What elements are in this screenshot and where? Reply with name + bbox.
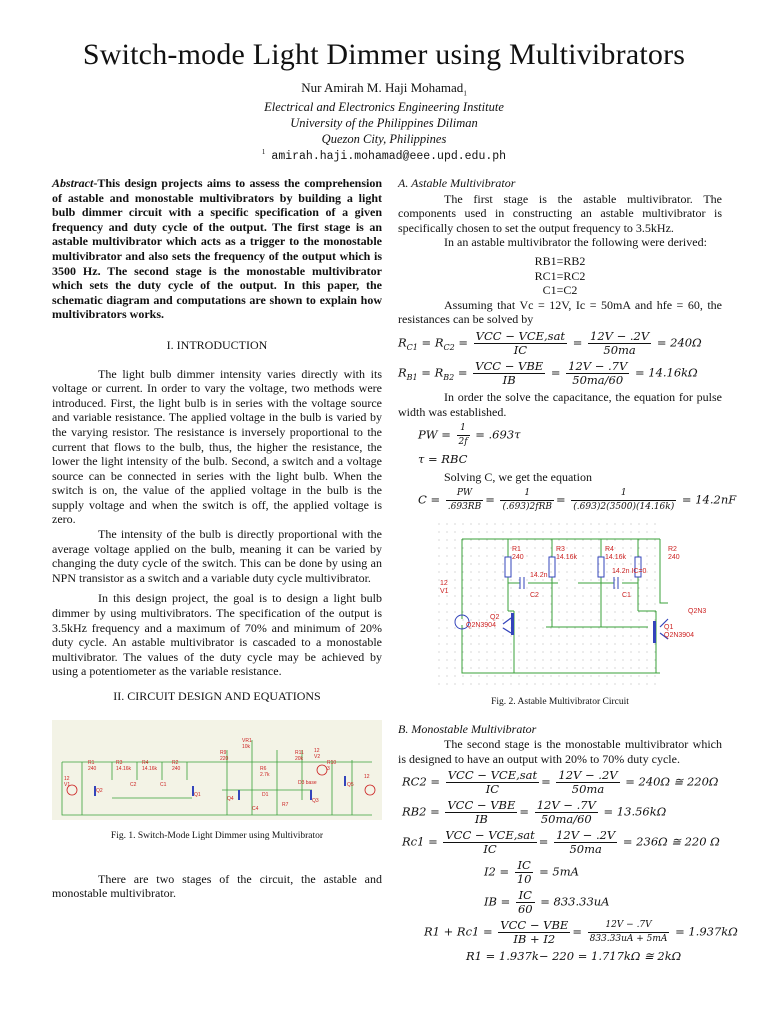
svg-text:12: 12	[364, 773, 370, 780]
relation-c: C1=C2	[542, 283, 578, 298]
equation-rc: $R_{C1} = R_{C2}$ = $\frac{\text{VCC − VCE,sat}}{IC}$ = $\frac{12V - .2V}{50ma}$ = 240Ω	[398, 328, 702, 357]
fig2-q1-model: Q2N3904	[664, 632, 694, 640]
svg-text:R11: R11	[295, 749, 304, 756]
figure-2-schematic	[398, 523, 722, 685]
equation-ib	[484, 889, 722, 916]
e3-result: = 236Ω ≅ 220 Ω	[622, 834, 720, 849]
equation-r1: R1 = 1.937k− 220 = 1.717kΩ ≅ 2kΩ	[466, 949, 682, 964]
e2-lhs: RB2 =	[402, 804, 440, 819]
eq-c-d2: (.693)2fRB	[502, 502, 552, 513]
fig2-r2: R2	[668, 546, 677, 554]
svg-text:C2: C2	[130, 781, 137, 788]
svg-text:R4: R4	[142, 759, 149, 766]
e3-num2: 12V − .2V	[556, 828, 616, 843]
e1-result: = 240Ω ≅ 220Ω	[625, 774, 719, 789]
e4-den: 10	[516, 872, 532, 887]
eq-rc-den: IC	[513, 342, 528, 357]
e6-den: IB + I2	[513, 932, 556, 947]
eq-c-n3: 1	[571, 487, 676, 501]
svg-text:R10: R10	[327, 759, 337, 766]
fig2-q2-model: Q2N3904	[466, 622, 496, 630]
author-mark: 1	[463, 89, 467, 98]
svg-text:C1: C1	[160, 781, 167, 788]
svg-text:Q2: Q2	[96, 787, 103, 794]
author-email: amirah.haji.mohamad@eee.upd.edu.ph	[271, 149, 507, 163]
affiliation-city: Quezon City, Philippines	[321, 132, 447, 146]
astable-paragraph-1: The first stage is the astable multivibrator. The components used in constructing an astable multivibrator is specifically chosen to set the output frequency to 3.5kHz.	[398, 191, 722, 235]
circuit-paragraph: There are two stages of the circuit, the astable and monostable multivibrator.	[52, 871, 382, 901]
svg-text:3: 3	[327, 765, 330, 772]
eq-pw-den: 2f	[458, 437, 468, 448]
equation-c: C = $\frac{PW}{.693RB}$ = $\frac{1}{\text{(.693)2fRB}}$ = $\frac{1}{(.693)2(3500)(14.16k)}$ = 14.2nF	[418, 488, 737, 513]
fig2-r1: R1	[512, 546, 521, 554]
equation-rb2: RB2 = $\frac{\text{VCC − VBE}}{IB}$ = $\frac{12V - .7V}{50ma/60}$ = 13.56kΩ	[402, 798, 667, 827]
svg-text:Q3: Q3	[312, 797, 319, 804]
intro-paragraph-3: In this design project, the goal is to design a light bulb dimmer by using multivibrators. The specification of the output is 3.5kHz frequency and a maximum of 70% and minimum of 20% duty cycle. An astable multivibrator is cascaded to a monostable multivibrator. The values of the duty cycle may be achieved by using a potentiometer as the variable resistance.	[52, 591, 382, 679]
equation-rc1: Rc1 = $\frac{\text{VCC − VCE,sat}}{IC}$ = $\frac{12V - .2V}{50ma}$ = 236Ω ≅ 220 Ω	[402, 828, 720, 857]
eq-rb-num: VCC − VBE	[475, 358, 544, 373]
svg-text:D3 base: D3 base	[298, 779, 317, 786]
fig2-c1-value: 14.2n IC=0	[612, 568, 647, 576]
svg-text:220: 220	[220, 755, 229, 762]
e5-num: IC	[516, 889, 535, 903]
e6-result: = 1.937kΩ	[675, 924, 738, 939]
monostable-heading: B. Monostable Multivibrator	[398, 721, 537, 736]
fig2-q3-model: Q2N3	[688, 608, 707, 616]
fig2-q2: Q2	[490, 614, 500, 622]
abstract	[52, 176, 382, 322]
fig2-v1: V1	[440, 588, 449, 596]
e5-den: 60	[517, 902, 533, 917]
svg-text:R2: R2	[172, 759, 179, 766]
e4-num: IC	[515, 859, 534, 873]
e4-lhs: I2 =	[484, 864, 510, 879]
fig2-v1-value: 12	[440, 580, 448, 588]
svg-text:14.16k: 14.16k	[116, 765, 132, 772]
e3-lhs: Rc1 =	[402, 834, 438, 849]
eq-pw-result: = .693τ	[475, 427, 521, 442]
svg-text:R9: R9	[220, 749, 227, 756]
svg-text:V1: V1	[64, 781, 71, 788]
astable-paragraph-3: Assuming that Vc = 12V, Ic = 50mA and hfe = 60, the resistances can be solved by	[398, 297, 722, 327]
e1-den: IC	[485, 782, 500, 797]
right-column	[398, 176, 738, 967]
e5-lhs: IB =	[484, 894, 511, 909]
eq-rc-result: = 240Ω	[656, 335, 702, 350]
equation-i2	[484, 859, 722, 886]
figure-1-caption: Fig. 1. Switch-Mode Light Dimmer using Multivibrator	[110, 831, 324, 842]
svg-text:C4: C4	[252, 805, 259, 812]
fig2-r1-value: 240	[512, 554, 524, 562]
eq-c-d3: (.693)2(3500)(14.16k)	[573, 502, 675, 513]
e4-result: = 5mA	[539, 864, 579, 879]
author-name: Nur Amirah M. Haji Mohamad	[301, 80, 464, 95]
eq-rc-num: VCC − VCE,sat	[475, 328, 566, 343]
fig2-r2-value: 240	[668, 554, 680, 562]
eq-rb-result: = 14.16kΩ	[634, 365, 698, 380]
e2-den: IB	[474, 812, 488, 827]
equation-rb: $R_{B1} = R_{B2}$ = $\frac{\text{VCC − VBE}}{IB}$ = $\frac{12V - .7V}{50ma/60}$ = 14.16kΩ	[398, 358, 698, 387]
e3-num: VCC − VCE,sat	[445, 828, 535, 843]
e2-den2: 50ma/60	[540, 812, 592, 827]
e5-result: = 833.33uA	[540, 894, 610, 909]
left-column	[52, 176, 382, 901]
eq-pw-lhs: PW =	[418, 427, 451, 442]
eq-rc-den2: 50ma	[603, 342, 636, 357]
eq-c-n2: 1	[500, 487, 554, 501]
relation-rb: RB1=RB2	[534, 253, 586, 268]
email-mark: 1	[261, 148, 266, 156]
relation-rc: RC1=RC2	[534, 268, 586, 283]
svg-text:12: 12	[64, 775, 70, 782]
eq-pw-num: 1	[457, 422, 470, 436]
svg-text:2.7k: 2.7k	[260, 771, 270, 778]
svg-text:Q5: Q5	[347, 781, 354, 788]
fig2-r4-value: 14.16k	[605, 554, 627, 562]
e2-result: = 13.56kΩ	[603, 804, 667, 819]
author-email-line	[0, 148, 768, 163]
e6-den2: 833.33uA + 5mA	[589, 934, 668, 945]
equation-pw	[418, 422, 722, 449]
svg-text:10k: 10k	[242, 743, 251, 750]
figure-1-schematic	[52, 720, 382, 820]
fig2-r3: R3	[556, 546, 565, 554]
svg-text:240: 240	[88, 765, 97, 772]
fig2-c1: C1	[622, 592, 631, 600]
e1-lhs: RC2 =	[402, 774, 441, 789]
e3-den2: 50ma	[569, 842, 602, 857]
equation-tau: τ = RBC	[418, 452, 468, 467]
e6-num2: 12V − .7V	[588, 919, 670, 933]
svg-text:R1: R1	[88, 759, 95, 766]
e3-den: IC	[483, 842, 497, 857]
equation-r1-rc1: R1 + Rc1 = $\frac{\text{VCC − VBE}}{IB + I2}$ = $\frac{12V - .7V}{833.33uA + 5mA}$ = 1.937kΩ	[424, 918, 738, 947]
svg-text:Q1: Q1	[194, 791, 201, 798]
eq-rb-den: IB	[502, 372, 516, 387]
equation-rc2: RC2 = $\frac{\text{VCC − VCE,sat}}{IC}$ = $\frac{12V - .2V}{50ma}$ = 240Ω ≅ 220Ω	[402, 768, 719, 797]
eq-c-n1: PW	[446, 487, 483, 501]
svg-text:14.16k: 14.16k	[142, 765, 158, 772]
eq-c-result: = 14.2nF	[681, 492, 737, 507]
fig2-q1: Q1	[664, 624, 674, 632]
astable-heading: A. Astable Multivibrator	[398, 176, 516, 190]
intro-paragraph-1: The light bulb dimmer intensity varies directly with its voltage or current. In order to vary the voltage, two methods were introduced. First, the light bulb is in series with the voltage source and variable resistance. The applied voltage in the bulb is varied by the varying resistor. The resistance is inversely proportional to the current that flows to the bulb, thus, the higher the resistance, the lower the light intensity of the bulb. Second, a switch and a voltage source can be connected in series with the light bulb. When the switch is on, the value of the applied voltage in the bulb is the supply voltage and when the switch is off, the applied voltage is zero.	[52, 366, 382, 527]
astable-paragraph-2: In an astable multivibrator the following were derived:	[444, 235, 707, 250]
e6-lhs: R1 + Rc1 =	[424, 924, 493, 939]
intro-paragraph-2: The intensity of the bulb is directly proportional with the average voltage applied on the bulb, meaning it can be varied by changing the duty cycle of the switch. This can be done by using an NPN transistor as a switch and a variable duty cycle multivibrator.	[52, 527, 382, 585]
svg-text:V2: V2	[314, 753, 321, 760]
abstract-text: -This design projects aims to assess the comprehension of astable and monostable multivibrators by building a light bulb dimmer circuit with a specific specification of a given frequency and duty cycle of the output. The first stage is an astable multivibrator which acts as a trigger to the monostable multivibrator and also sets the frequency of the output which is 3500 Hz. The second stage is the monostable multivibrator which sets the duty cycle of the output. In this paper, the schematic diagram and computations are shown to explain how multivibrators works.	[52, 176, 382, 322]
astable-paragraph-5: Solving C, we get the equation	[444, 469, 592, 484]
svg-text:Q4: Q4	[227, 795, 234, 802]
fig2-c2: C2	[530, 592, 539, 600]
eq-rb-den2: 50ma/60	[572, 372, 624, 387]
eq-c-lhs: C =	[418, 492, 441, 507]
eq-c-d1: .693RB	[447, 502, 482, 513]
circuit-heading: II. CIRCUIT DESIGN AND EQUATIONS	[113, 689, 321, 703]
eq-rc-num2: 12V − .2V	[590, 328, 650, 343]
affiliation-university: University of the Philippines Diliman	[290, 116, 478, 130]
svg-text:20k: 20k	[295, 755, 304, 762]
affiliation-dept: Electrical and Electronics Engineering Institute	[264, 100, 504, 114]
eq-rb-num2: 12V − .7V	[568, 358, 628, 373]
svg-text:R7: R7	[282, 801, 289, 808]
svg-text:12: 12	[314, 747, 320, 754]
e1-num2: 12V − .2V	[558, 768, 618, 783]
svg-text:D1: D1	[262, 791, 269, 798]
astable-paragraph-4: In order the solve the capacitance, the equation for pulse width was established.	[398, 389, 722, 419]
fig2-r4: R4	[605, 546, 614, 554]
svg-text:R3: R3	[116, 759, 123, 766]
author-line	[0, 80, 768, 98]
fig2-r3-value: 14.16k	[556, 554, 578, 562]
figure-2-caption: Fig. 2. Astable Multivibrator Circuit	[491, 696, 629, 707]
e6-num: VCC − VBE	[500, 918, 569, 933]
intro-heading: I. INTRODUCTION	[166, 337, 268, 352]
abstract-label: Abstract	[52, 176, 94, 190]
svg-text:R6: R6	[260, 765, 267, 772]
svg-text:240: 240	[172, 765, 181, 772]
fig2-c2-value: 14.2n	[530, 572, 548, 580]
svg-text:VR1: VR1	[242, 737, 252, 744]
e2-num: VCC − VBE	[447, 798, 516, 813]
e2-num2: 12V − .7V	[536, 798, 596, 813]
paper-title: Switch-mode Light Dimmer using Multivibrators	[82, 38, 686, 71]
monostable-paragraph-1: The second stage is the monostable multivibrator which is designed to have an output with 20% to 70% duty cycle.	[398, 737, 722, 766]
e1-den2: 50ma	[571, 782, 605, 797]
e1-num: VCC − VCE,sat	[447, 768, 538, 783]
